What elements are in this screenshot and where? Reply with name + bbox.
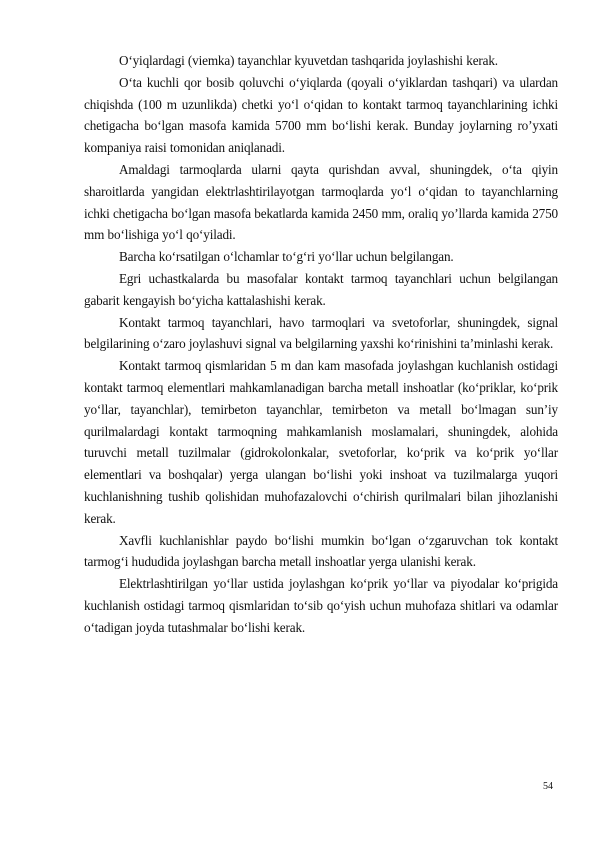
paragraph: Amaldagi tarmoqlarda ularni qayta qurishdan avval, shuningdek, o‘ta qiyin sharoitlarda yangidan elektrlashtirilayotgan tarmoqlarda yo‘l o‘qidan to tayanchlarning ichki chetigacha bo‘lgan masofa bekatlarda kamida 2450 mm, oraliq yo’llarda kamida 2750 mm bo‘lishiga yo‘l qo‘yiladi. <box>84 161 558 243</box>
paragraph: Kontakt tarmoq tayanchlari, havo tarmoqlari va svetoforlar, shuningdek, signal belgilarining o‘zaro joylashuvi signal va belgilarning yaxshi ko‘rinishini ta’minlashi kerak. <box>84 314 558 352</box>
paragraph: Egri uchastkalarda bu masofalar kontakt tarmoq tayanchlari uchun belgilangan gabarit kengayish bo‘yicha kattalashishi kerak. <box>84 270 558 308</box>
paragraph: O‘ta kuchli qor bosib qoluvchi o‘yiqlarda (qoyali o‘yiklardan tashqari) va ulardan chiqishda (100 m uzunlikda) chetki yo‘l o‘qidan to kontakt tarmoq tayanchlarining ichki chetigacha bo‘lgan masofa kamida 5700 mm bo‘lishi kerak. Bunday joylarning ro’yxati kompaniya raisi tomonidan aniqlanadi. <box>84 74 558 156</box>
document-body <box>84 50 558 639</box>
paragraph: Elektrlashtirilgan yo‘llar ustida joylashgan ko‘prik yo‘llar va piyodalar ko‘prigida kuchlanish ostidagi tarmoq qismlaridan to‘sib qo‘yish uchun muhofaza shitlari va odamlar o‘tadigan joyda tutashmalar bo‘lishi kerak. <box>84 576 558 635</box>
page-number: 54 <box>543 781 553 792</box>
paragraph: Kontakt tarmoq qismlaridan 5 m dan kam masofada joylashgan kuchlanish ostidagi kontakt tarmoq elementlari mahkamlanadigan barcha metall inshoatlar (ko‘priklar, ko‘prik yo‘llar, tayanchlar), temirbeton tayanchlar, temirbeton va metall bo‘lmagan sun’iy qurilmalardagi kontakt tarmoqning mahkamlanish moslamalari, shuningdek, alohida turuvchi metall tuzilmalar (gidrokolonkalar, svetoforlar, ko‘prik va ko‘prik yo‘llar elementlari va boshqalar) yerga ulangan bo‘lishi yoki inshoat va tuzilmalarga yuqori kuchlanishning tushib qolishidan muhofazalovchi o‘chirish qurilmalari bilan jihozlanishi kerak. <box>84 358 558 526</box>
paragraph: O‘yiqlardagi (viemka) tayanchlar kyuvetdan tashqarida joylashishi kerak. <box>119 53 498 68</box>
paragraph: Xavfli kuchlanishlar paydo bo‘lishi mumkin bo‘lgan o‘zgaruvchan tok kontakt tarmog‘i hududida joylashgan barcha metall inshoatlar yerga ulanishi kerak. <box>84 532 558 570</box>
paragraph: Barcha ko‘rsatilgan o‘lchamlar to‘g‘ri yo‘llar uchun belgilangan. <box>119 249 454 265</box>
